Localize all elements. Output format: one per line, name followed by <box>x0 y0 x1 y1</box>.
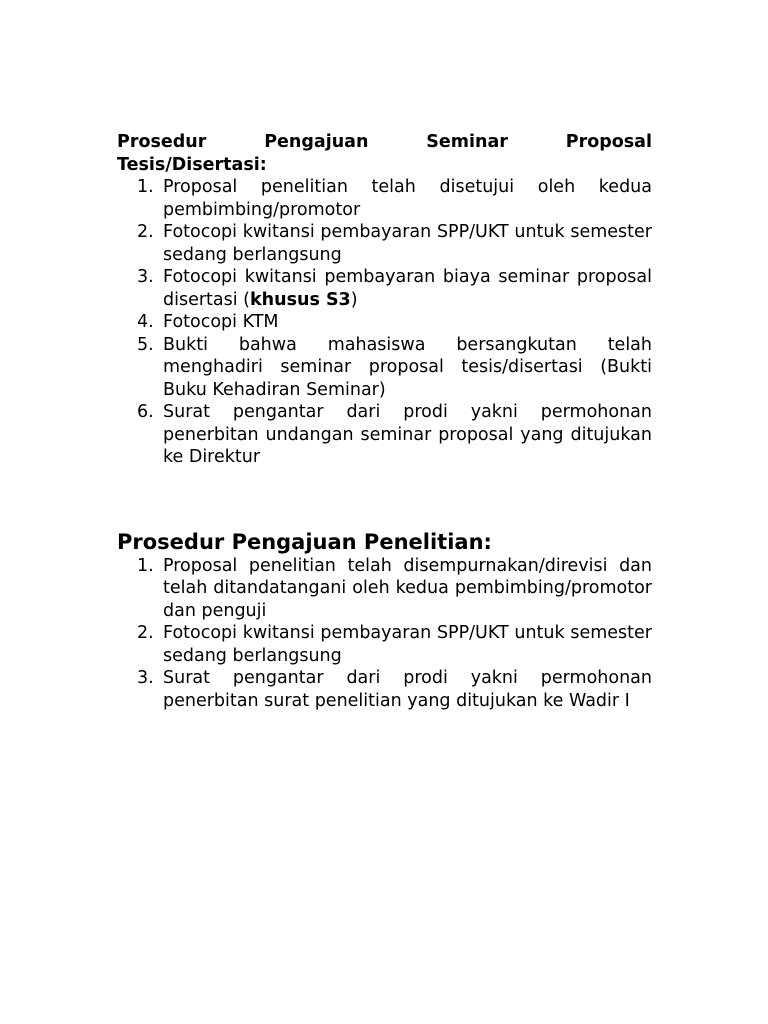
list-item-number: 1. <box>137 177 154 197</box>
list-item <box>117 311 652 334</box>
list-item-text: Surat pengantar dari prodi yakni permohonan penerbitan undangan seminar proposal yang ditujukan ke Direktur <box>163 402 652 467</box>
list-item-number: 4. <box>137 312 154 332</box>
list-item-number: 5. <box>137 334 154 355</box>
list-item <box>117 401 652 469</box>
list-item-number: 6. <box>137 402 154 422</box>
list-item-text: Fotocopi kwitansi pembayaran SPP/UKT untuk semester sedang berlangsung <box>163 623 652 666</box>
list-item-text: Proposal penelitian telah disempurnakan/direvisi dan telah ditandatangani oleh kedua pembimbing/promotor dan penguji <box>163 555 652 621</box>
list-item <box>117 266 652 311</box>
list-item-text: Bukti bahwa mahasiswa bersangkutan telah menghadiri seminar proposal tesis/disertasi (Bukti Buku Kehadiran Seminar) <box>163 334 652 400</box>
section2-heading: Prosedur Pengajuan Penelitian: <box>117 529 492 554</box>
section1-list <box>117 176 652 469</box>
list-item-bold-text: khusus S3 <box>250 289 351 310</box>
list-item <box>117 555 652 623</box>
list-item <box>117 221 652 266</box>
list-item-text: Fotocopi kwitansi pembayaran biaya seminar proposal disertasi ( <box>163 267 652 310</box>
list-item <box>117 176 652 221</box>
list-item <box>117 334 652 402</box>
section2-list <box>117 555 652 713</box>
list-item <box>117 667 652 712</box>
list-item-number: 1. <box>137 555 154 576</box>
list-item-number: 2. <box>137 222 154 242</box>
section1-heading: Prosedur Pengajuan Seminar Proposal Tesis/Disertasi: <box>117 132 652 175</box>
list-item-text: Surat pengantar dari prodi yakni permohonan penerbitan surat penelitian yang ditujukan ke Wadir I <box>163 668 652 711</box>
list-item-number: 3. <box>137 668 154 688</box>
list-item-text: Fotocopi KTM <box>163 312 279 332</box>
list-item-number: 2. <box>137 623 154 643</box>
list-item-number: 3. <box>137 267 154 287</box>
list-item-text-end: ) <box>350 289 358 310</box>
document-body <box>117 131 652 712</box>
list-item-text: Proposal penelitian telah disetujui oleh kedua pembimbing/promotor <box>163 177 652 220</box>
list-item <box>117 622 652 667</box>
list-item-text: Fotocopi kwitansi pembayaran SPP/UKT untuk semester sedang berlangsung <box>163 222 652 265</box>
